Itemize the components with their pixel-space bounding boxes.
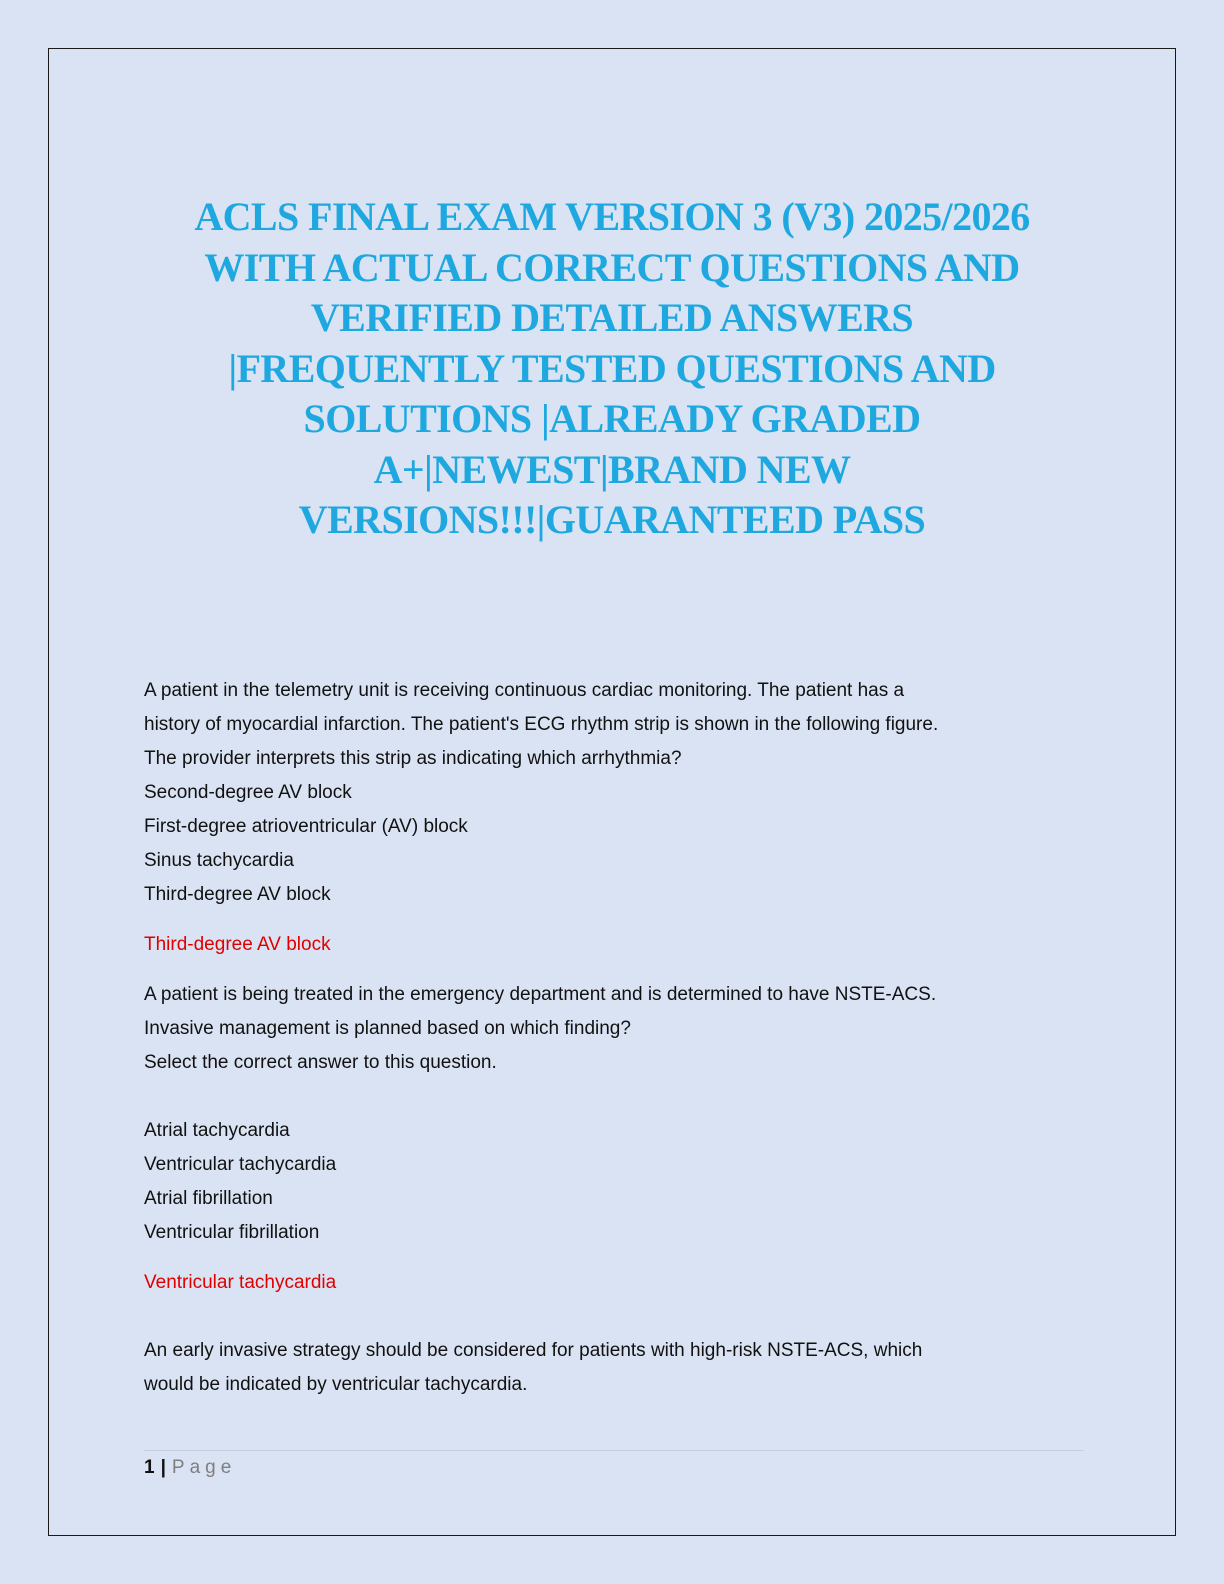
page-number: 1: [144, 1457, 155, 1478]
answer-option: Third-degree AV block: [144, 884, 331, 905]
title-line: WITH ACTUAL CORRECT QUESTIONS AND: [204, 244, 1020, 290]
question-1: [144, 674, 1084, 962]
answer-option: Sinus tachycardia: [144, 850, 294, 871]
title-line: SOLUTIONS |ALREADY GRADED: [303, 396, 921, 441]
answer-option: First-degree atrioventricular (AV) block: [144, 816, 468, 837]
answer-option: Ventricular tachycardia: [144, 1154, 337, 1175]
correct-answer: Third-degree AV block: [144, 934, 331, 955]
answer-option: Second-degree AV block: [144, 782, 352, 803]
title-line: VERSIONS!!!|GUARANTEED PASS: [298, 497, 926, 542]
question-text-line: history of myocardial infarction. The patient's ECG rhythm strip is shown in the following figure.: [144, 714, 939, 735]
title-line: |FREQUENTLY TESTED QUESTIONS AND: [228, 345, 996, 391]
question-text-line: The provider interprets this strip as indicating which arrhythmia?: [144, 748, 682, 769]
answer-option: Atrial tachycardia: [144, 1120, 290, 1141]
page-footer: [144, 1456, 236, 1480]
title-line: VERIFIED DETAILED ANSWERS: [310, 295, 914, 340]
document-title: [120, 192, 1104, 546]
explanation-line: would be indicated by ventricular tachycardia.: [144, 1374, 528, 1395]
footer-divider: [144, 1450, 1084, 1451]
correct-answer: Ventricular tachycardia: [144, 1272, 337, 1293]
question-text-line: A patient in the telemetry unit is receiving continuous cardiac monitoring. The patient has a: [144, 680, 905, 701]
question-text-line: Select the correct answer to this question.: [144, 1052, 497, 1073]
question-text-line: A patient is being treated in the emergency department and is determined to have NSTE-ACS.: [144, 984, 937, 1005]
title-line: ACLS FINAL EXAM VERSION 3 (V3) 2025/2026: [194, 194, 1030, 239]
title-line: A+|NEWEST|BRAND NEW: [373, 446, 851, 492]
explanation-line: An early invasive strategy should be considered for patients with high-risk NSTE-ACS, which: [144, 1340, 923, 1361]
footer-separator: |: [160, 1457, 166, 1478]
question-2: [144, 978, 1084, 1402]
answer-option: Atrial fibrillation: [144, 1188, 273, 1209]
document-body: [144, 674, 1084, 1402]
page-label: Page: [171, 1457, 237, 1478]
answer-option: Ventricular fibrillation: [144, 1222, 320, 1243]
question-text-line: Invasive management is planned based on which finding?: [144, 1018, 631, 1039]
